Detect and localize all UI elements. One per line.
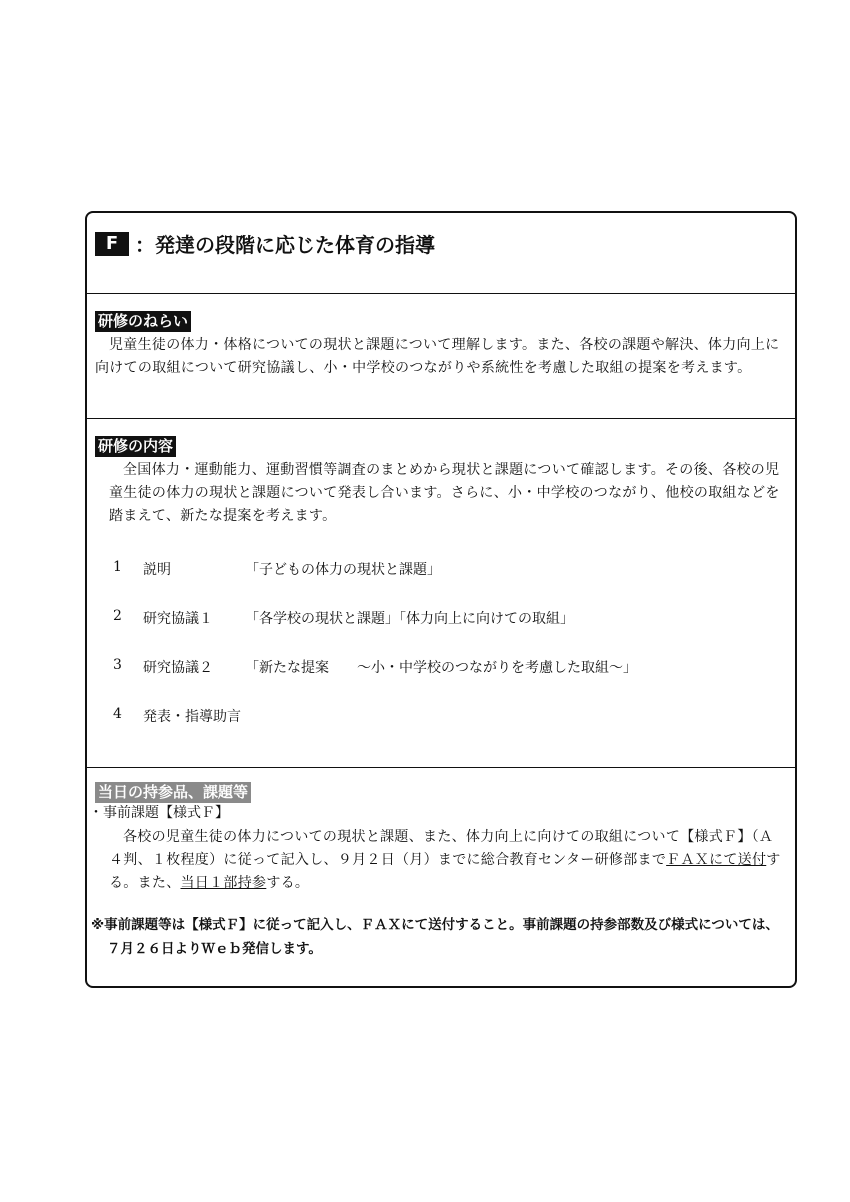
fax-underline: ＦＡＸにて送付 bbox=[666, 852, 767, 868]
item-name: 研究協議１ bbox=[143, 611, 213, 627]
course-card bbox=[85, 211, 797, 988]
assignment-body bbox=[109, 826, 787, 895]
content-body: 全国体力・運動能力、運動習慣等調査のまとめから現状と課題について確認します。その後、各校の児童生徒の体力の現状と課題について発表し合います。さらに、小・中学校のつながり、他校の取組などを踏まえて、新たな提案を考えます。 bbox=[109, 462, 780, 524]
item-name: 研究協議２ bbox=[143, 660, 213, 676]
item-number: 2 bbox=[113, 608, 122, 624]
content-heading-wrap bbox=[95, 436, 176, 457]
item-detail: 「各学校の現状と課題」「体力向上に向けての取組」 bbox=[245, 611, 574, 627]
title-text: 発達の段階に応じた体育の指導 bbox=[155, 233, 435, 257]
title-section bbox=[87, 213, 795, 294]
item-number: 4 bbox=[113, 706, 122, 722]
item-detail: 「新たな提案 ～小・中学校のつながりを考慮した取組～」 bbox=[245, 660, 637, 676]
item-name: 発表・指導助言 bbox=[143, 709, 241, 725]
assignment-text-3: する。 bbox=[266, 875, 310, 891]
aim-heading-wrap bbox=[95, 311, 191, 332]
program-list bbox=[113, 559, 787, 755]
bring-heading: 当日の持参品、課題等 bbox=[95, 782, 251, 803]
assignment-text-1: 各校の児童生徒の体力についての現状と課題、また、体力向上に向けての取組について【様式Ｆ】（Ａ４判、１枚程度）に従って記入し、９月２日（月）までに総合教育センター研修部まで bbox=[109, 829, 774, 868]
page-title bbox=[95, 229, 435, 258]
item-number: 3 bbox=[113, 657, 122, 673]
course-letter-badge: F bbox=[95, 232, 129, 256]
bring-heading-wrap bbox=[95, 782, 251, 803]
item-detail: 「子どもの体力の現状と課題」 bbox=[245, 562, 441, 578]
title-separator: ： bbox=[135, 233, 155, 257]
item-number: 1 bbox=[113, 559, 122, 575]
list-item bbox=[113, 657, 787, 706]
aim-section bbox=[87, 294, 795, 419]
aim-heading: 研修のねらい bbox=[95, 311, 191, 332]
list-item bbox=[113, 608, 787, 657]
aim-body: 児童生徒の体力・体格についての現状と課題について理解します。また、各校の課題や解決、体力向上に向けての取組について研究協議し、小・中学校のつながりや系統性を考慮した取組の提案を考えます。 bbox=[95, 337, 780, 376]
assignment-note: ※事前課題等は【様式Ｆ】に従って記入し、ＦＡＸにて送付すること。事前課題の持参部数及び様式については、７月２６日よりＷｅｂ発信します。 bbox=[91, 917, 779, 957]
bring-section bbox=[87, 768, 795, 988]
bring-copy-underline: 当日１部持参 bbox=[180, 875, 267, 891]
assignment-text-2: する。また、 bbox=[109, 852, 781, 891]
assignment-bullet: ・事前課題【様式Ｆ】 bbox=[89, 805, 229, 821]
content-section bbox=[87, 419, 795, 768]
item-name: 説明 bbox=[143, 562, 171, 578]
content-heading: 研修の内容 bbox=[95, 436, 176, 457]
list-item bbox=[113, 559, 787, 608]
list-item bbox=[113, 706, 787, 755]
